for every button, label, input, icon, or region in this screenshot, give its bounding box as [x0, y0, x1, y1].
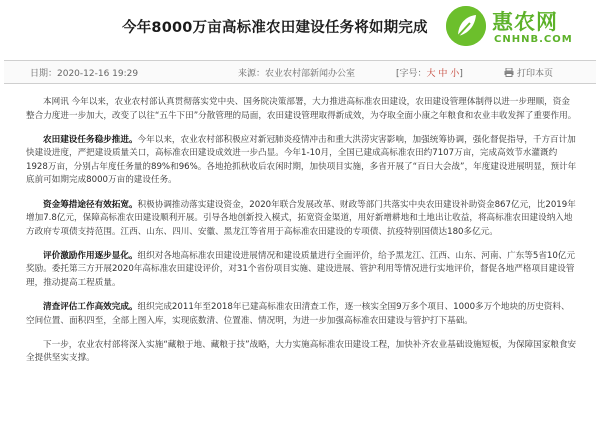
- article-header: [0, 0, 600, 56]
- article-meta-bar: [4, 60, 596, 84]
- paragraph-lead: 评价激励作用逐步显化。: [43, 250, 138, 261]
- paragraph-next-steps: [26, 339, 578, 366]
- paragraph-text: 组织完成2011年至2018年已建高标准农田清查工作，逐一核实全国9万多个项目、1000多万个地块的历史资料、空间位置、面积四至，全部上图入库，实现底数清、位置准、情况明，为进一步加强高标准农田建设与管护打下基础。: [26, 302, 570, 326]
- paragraph-text: 本网讯 今年以来，农业农村部认真贯彻落实党中央、国务院决策部署，大力推进高标准农田建设，农田建设管理体制得以进一步理顺，资金整合力度进一步加大，改变了以往“五牛下田”分散管理的局面，农田建设管理取得新成效，为夺取全面小康之年粮食和农业丰收发挥了重要作用。: [26, 97, 577, 121]
- paragraph-funding: [26, 199, 578, 240]
- paragraph-text: 组织对各地高标准农田建设进展情况和建设质量进行全面评价，给予黑龙江、江西、山东、河南、广东等5省10亿元奖励。委托第三方开展2020年高标准农田建设评价，对31个省份项目实施、建设进展、管护利用等情况进行实地评价，督促各地严格项目建设管理，推动提高工程质量。: [26, 250, 576, 289]
- print-label: 打印本页: [517, 69, 554, 79]
- paragraph-inventory: [26, 301, 578, 328]
- article-title: 今年8000万亩高标准农田建设任务将如期完成: [122, 20, 428, 36]
- paragraph-text: 今年以来，农业农村部积极应对新冠肺炎疫情冲击和重大洪涝灾害影响，加强统筹协调，强化督促指导，千方百计加快建设进度，严把建设质量关口，高标准农田建设成效进一步凸显。今年1-10月，全国已建成高标准农田约7107万亩，完成高效节水灌溉约1928万亩，分别占年度任务量的89%和96%。各地抢抓秋收后农闲时期，加快项目实施，多省开展了“百日大会战”，年度建设进展明显，预计年底前可如期完成8000万亩的建设任务。: [26, 134, 577, 186]
- paragraph-construction-progress: [26, 134, 578, 188]
- font-size-medium-link[interactable]: 中: [438, 69, 448, 79]
- font-size-switcher: [396, 66, 463, 79]
- font-size-small-link[interactable]: 小: [450, 69, 460, 79]
- logo-name: 惠农网: [492, 10, 558, 34]
- logo-icon: [446, 6, 486, 46]
- paragraph-text: 下一步，农业农村部将深入实施“藏粮于地、藏粮于技”战略，大力实施高标准农田建设工程，加快补齐农业基础设施短板，为保障国家粮食安全提供坚实支撑。: [26, 339, 577, 364]
- article-body: [26, 96, 578, 377]
- paragraph-lead: 资金筹措途径有效拓宽。: [43, 199, 138, 210]
- paragraph-lead: 清查评估工作高效完成。: [43, 302, 138, 313]
- printer-icon: [504, 68, 514, 77]
- site-logo[interactable]: [446, 4, 596, 52]
- paragraph-evaluation: [26, 250, 578, 291]
- article-source: 来源：农业农村部新闻办公室: [238, 69, 356, 79]
- paragraph-text: 积极协调推动落实建设资金，2020年联合发展改革、财政等部门共落实中央农田建设补助资金867亿元，比2019年增加7.8亿元，保障高标准农田建设顺利开展。引导各地创新投入模式，拓宽资金渠道，用好新增耕地和土地出让收益，将高标准农田建设纳入地方政府专项债支持范围。江西、山东、四川、安徽、黑龙江等省用于高标准农田建设的专项债、抗疫特别国债达180多亿元。: [26, 199, 576, 237]
- publish-date: 日期：2020-12-16 19:29: [30, 69, 139, 79]
- print-page-button[interactable]: [504, 66, 553, 79]
- paragraph-lead: 农田建设任务稳步推进。: [43, 134, 138, 145]
- font-size-label: [字号：: [396, 69, 427, 79]
- font-size-bracket-end: ]: [459, 69, 463, 79]
- font-size-large-link[interactable]: 大: [426, 69, 436, 79]
- paragraph-intro: [26, 96, 578, 123]
- logo-domain: CNHNB.COM: [494, 34, 573, 45]
